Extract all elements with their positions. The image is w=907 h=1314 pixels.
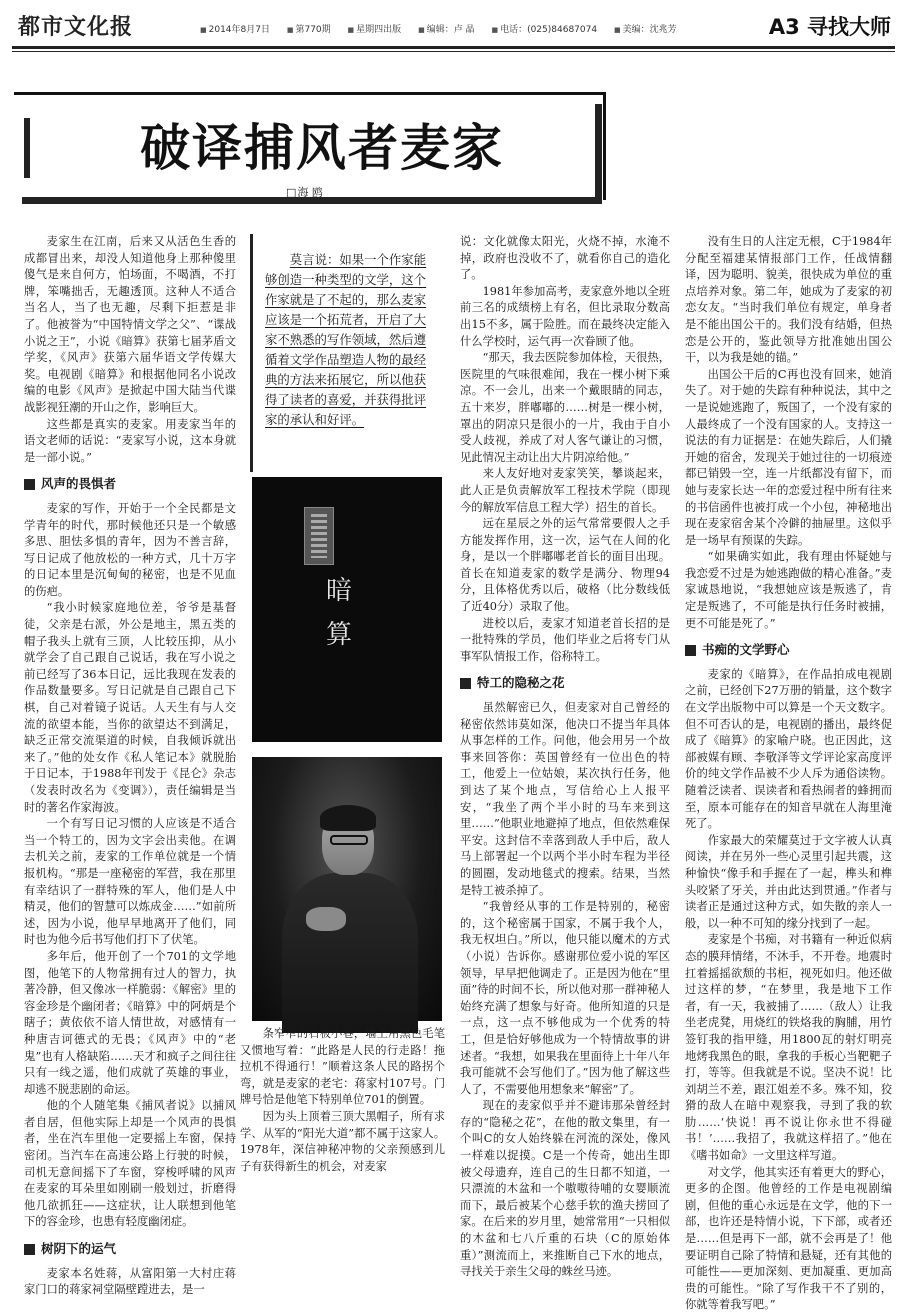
- subheading: [24, 1241, 236, 1258]
- portrait-glasses: [330, 835, 368, 845]
- subhead-marker-icon: [24, 479, 35, 490]
- paragraph: 作家最大的荣耀莫过于文字被人认真阅读，并在另外一些心灵里引起共震，这种愉快“像手和手握在了一起，榫头和榫头咬紧了牙关，并由此达到贯通。”作者与读者正是通过这种方式，如失散的亲人一般，以一种不可知的缘分找到了一起。: [685, 833, 892, 930]
- article-author: □ 海 鸥: [286, 184, 323, 200]
- portrait-hand: [306, 907, 346, 931]
- paragraph: 进校以后，麦家才知道老首长招的是一批特殊的学员，他们毕业之后将专门从事军队情报工作，俗称特工。: [460, 616, 670, 663]
- book-cover-title: 暗算: [325, 576, 352, 650]
- paragraph: 现在的麦家似乎并不避讳那朵曾经封存的“隐秘之花”，在他的散文集里，有一个叫C的女人始终躲在河流的深处，像风一样难以捉摸。C是一个传奇，她出生即被父母遗弃，连自己的生日都不知道，一只漂流的木盆和一个嗷嗷待哺的女婴顺流而下，最后被某个心慈手软的渔夫捞回了家。在后来的岁月里，她常常用“一只相似的木盆和七八斤重的石块（C的原始体重）”测流而上，来推断自己下水的地点，寻找关于亲生父母的蛛丝马迹。: [460, 1099, 670, 1279]
- paragraph: 没有生日的人注定无根，C于1984年分配至福建某情报部门工作，任战情翻译，因为聪明、貌美，很快成为单位的重点培养对象。第二年，她成为了麦家的初恋女友。“当时我们单位有规定，单身者是不能出国公干的。我们没有结婚，但热恋是公开的，鉴此领导方批准她出国公干，以为我是她的锚。”: [685, 235, 892, 365]
- paragraph: “如果确实如此，我有理由怀疑她与我恋爱不过是为她逃跑做的精心准备。”麦家诚恳地说，“我想她应该是叛逃了，肯定是叛逃了，不可能是执行任务时被捕，更不可能是死了。”: [685, 550, 892, 630]
- paragraph: 麦家本名姓蒋，从富阳第一大村庄蒋家门口的蒋家祠堂隔壁蹚进去，是一: [24, 1266, 236, 1297]
- paragraph: 出国公干后的C再也没有回来，她消失了。对于她的失踪有种种说法，其中之一是说她逃跑了，叛国了，一个没有家的人最终成了一个没有国家的人。支持这一说法的有力证据是：在她失踪后，人们撬开她的宿舍，发现关于她过往的一切痕迹都已销毁一空，连一片纸都没有留下，而她与麦家长达一年的恋爱过程中所有往来的书信函件也被打成一个小包，神秘地出现在麦家宿舍某个冷僻的抽屉里。这似乎是一场早有预谋的失踪。: [685, 367, 892, 547]
- paragraph: “我小时候家庭地位差，爷爷是基督徒，父亲是右派，外公是地主，黑五类的帽子我头上就有三顶，人比较压抑，从小就学会了自己跟自己说话，我在写小说之前已经写了36本日记，远比我现在发表的作品数量要多。写日记就是自己跟自己下棋，自己对着镜子说话。人天生有与人交流的欲望本能，当你的欲望达不到满足，缺乏正常交流渠道的时候，自我倾诉就出来了。”他的处女作《私人笔记本》就脱胎于日记本，于1988年刊发于《昆仑》杂志（发表时改名为《变调》），责任编辑是当时的著名作家海波。: [24, 601, 236, 814]
- article-column-4: [685, 234, 892, 1312]
- portrait-hair: [320, 805, 376, 831]
- paragraph: 虽然解密已久，但麦家对自己曾经的秘密依然讳莫如深，他决口不提当年具体从事怎样的工作。问他，他会用另一个故事来回答你：英国曾经有一位出色的特工，他爱上一位姑娘，某次执行任务，他到达了某个地点，写信给心上人报平安，“我坐了两个半小时的马车来到这里……”他职业地避掉了地点，但依然难保平安。这封信不幸落到敌人手中后，敌人马上部署起一个以两个半小时车程为半径的圆圈，发动地毯式的搜索。结果，当然是特工被杀掉了。: [460, 701, 670, 897]
- subheading-text: 风声的畏惧者: [41, 476, 117, 492]
- book-thumbnail-icon: [304, 507, 334, 565]
- title-accent-bar: [24, 118, 30, 178]
- paragraph: 麦家是个书痴，对书籍有一种近似病态的膜拜情绪，不沐手，不开卷。地震时扛着摇摇欲颓的书柜，视死如归。他还做过这样的梦，“在梦里，我是地下工作者，有一天，我被捕了……（敌人）让我坐老虎凳，用烧红的铁烙我的胸脯，用竹签钉我的指甲缝，用1800瓦的射灯明亮地烤我黑色的眼，拿我的手板心当靶靶子打，等等。但我就是不说。坚决不说！比刘胡兰不差，跟江姐差不多。殊不知，狡猾的敌人在暗中观察我，寻到了我的软肋……‘快说！再不说让你永世不得碰书！’……我招了，我就这样招了。”他在《嗜书如命》一文里这样写道。: [685, 933, 892, 1163]
- subheading-text: 树阴下的运气: [41, 1241, 117, 1257]
- pull-quote-text: 莫言说：如果一个作家能够创造一种类型的文学，这个作家就是了不起的，那么麦家应该是一个拓荒者，开启了大家不熟悉的写作领域，然后遵循着文学作品塑造人物的最经典的方法来拓展它，所以他获得了读者的喜爱，并获得批评家的承认和好评。: [265, 252, 427, 427]
- subheading-text: 特工的隐秘之花: [477, 675, 565, 691]
- paragraph: 一个有写日记习惯的人应该是不适合当一个特工的，因为文字会出卖他。在调去机关之前，麦家的工作单位就是一个情报机构。“那是一座秘密的军营，我在那里有幸结识了一群特殊的军人，他们是人中精灵，他们的智慧可以炼成金……”如前所述，因为小说，他早早地离开了他们，同时也为他今后书写他们打下了伏笔。: [24, 817, 236, 947]
- subhead-marker-icon: [685, 645, 696, 656]
- paragraph: 远在星辰之外的运气常常要假人之手方能发挥作用，这一次，运气在人间的化身，是以一个胖嘟嘟老首长的面目出现。首长在知道麦家的数学是满分、物理94分，且体格优秀以后，破格（比分数线低了近40分）录取了他。: [460, 517, 670, 614]
- subhead-marker-icon: [460, 678, 471, 689]
- article-column-2-lower: [240, 1026, 445, 1272]
- issue-date: ■ 2014年8月7日: [200, 25, 270, 35]
- issue-number: ■ 第770期: [287, 25, 331, 35]
- issue-art-editor: ■ 美编：沈兆芳: [614, 25, 677, 35]
- paragraph: “我曾经从事的工作是特别的，秘密的，这个秘密属于国家，不属于我个人，我无权坦白。”所以，他只能以魔术的方式（小说）告诉你。感谢那位爱小说的军区领导，早早把他调走了。正是因为他在“里面”待的时间不长，所以他对那一群神秘人始终充满了想象与好奇。他所知道的只是一点，这一点不够他成为一个优秀的特工，但是恰好够他成为一个特情故事的讲述者。“我想，如果我在里面待上十年八年我可能就不会写他们了。”因为他了解这些人了，不需要他用想象来“解密”了。: [460, 900, 670, 1096]
- pull-quote: [250, 234, 444, 472]
- subhead-marker-icon: [24, 1244, 35, 1255]
- book-cover-image: [252, 477, 442, 742]
- paragraph: 这些都是真实的麦家。用麦家当年的语文老师的话说：“麦家写小说，这本身就是一部小说。”: [24, 417, 236, 464]
- paragraph: 1981年参加高考，麦家意外地以全班前三名的成绩榜上有名，但比录取分数高出15不多，属于险胜。而在最终决定能入什么学校时，运气再一次眷顾了他。: [460, 284, 670, 348]
- paragraph: 来人友好地对麦家笑笑，攀谈起来，此人正是负责解放军工程技术学院（即现今的解放军信息工程大学）招生的首长。: [460, 467, 670, 514]
- author-portrait-image: [252, 757, 442, 1021]
- paragraph: 说：文化就像太阳光，火烧不掉，水淹不掉，政府也没收不了，就看你自己的造化了。: [460, 235, 670, 282]
- subheading-text: 书痴的文学野心: [702, 642, 790, 658]
- article-column-3: [460, 234, 670, 1279]
- paragraph: 对文学，他其实还有着更大的野心，更多的企图。他曾经的工作是电视剧编剧，但他的重心永远是在文学，他的下一部，也许还是特情小说，下下部，或者还是……但是再下一部，就不会再是了！他要证明自己除了特情和悬疑，还有其他的可能性——更加深刻、更加凝重、更加高贵的可能性。“除了写作我干不了别的，你就等着我写吧。”: [685, 1165, 892, 1312]
- issue-phone: ■ 电话：(025)84687074: [491, 25, 597, 35]
- article-title: 破译捕风者麦家: [140, 118, 504, 177]
- portrait-body: [282, 873, 418, 1033]
- subheading: [685, 642, 892, 659]
- issue-meta: [200, 22, 691, 35]
- paragraph: 因为头上顶着三顶大黑帽子，所有求学、从军的“阳光大道”都不属于这家人。1978年，深信神秘冲物的父亲预感到儿子有获得新生的机会，对麦家: [240, 1109, 445, 1173]
- paragraph: 麦家的写作，开始于一个全民都是文学青年的时代，那时候他还只是一个敏感多思、胆怯多惧的青年，因为不善言辞，写日记成了他放松的一种方式，几十万字的日记本里是沉甸甸的秘密，也是不见血的伤疤。: [24, 501, 236, 598]
- masthead: [0, 0, 907, 52]
- issue-editor: ■ 编辑：卢 晶: [418, 25, 475, 35]
- subheading: [460, 675, 670, 692]
- paragraph: “那天，我去医院参加体检，天很热，医院里的气味很难闻，我在一棵小树下乘凉。不一会儿，出来一个戴眼睛的同志，五十来岁，胖嘟嘟的……树是一棵小树，罩出的阴凉只是很小的一片，我由于自小受人歧视，养成了对人客气谦让的习惯，见此情况主动让出大片阴凉给他。”: [460, 351, 670, 464]
- newspaper-logo: 都市文化报: [18, 15, 134, 40]
- paragraph: 多年后，他开创了一个701的文学地图，他笔下的人物常拥有过人的智力，执著冷静，但又像冰一样脆弱：《解密》里的容金珍是个幽闭者；《暗算》中的阿炳是个瞎子；黄依依不谙人情世故，对感情有一种唐吉诃德式的无畏；《风声》中的“老鬼”也有人格缺陷……天才和疯子之间往往只有一线之遥，他们成就了英雄的事业，却逃不脱悲剧的命运。: [24, 949, 236, 1096]
- paragraph: 条窄窄的石板小巷，墙上用黑色毛笔又惯地写着：“此路是人民的行走路！拖拉机不得通行！”顺着这条人民的路拐个弯，就是麦家的老宅：蒋家村107号。门牌号恰是他笔下特别单位701的倒置。: [240, 1027, 445, 1107]
- subheading: [24, 476, 236, 493]
- header-rule: [12, 46, 895, 49]
- paragraph: 他的个人随笔集《捕风者说》以捕风者自居，但他实际上却是一个风声的畏惧者，坐在汽车里他一定要摇上车窗，保持密闭。当汽车在高速公路上行驶的时候，司机无意间摇下了车窗，穿梭呼啸的风声在麦家的耳朵里如刚刷一般划过，折磨得他几欲抓狂——这症状，让人联想到他笔下的容金珍，也患有轻度幽闭症。: [24, 1099, 236, 1229]
- section-title: A3 寻找大师: [768, 15, 891, 39]
- issue-weekday: ■ 星期四出版: [348, 25, 402, 35]
- header-rule-thin: [12, 51, 895, 52]
- article-column-1: [24, 234, 236, 1297]
- paragraph: 麦家生在江南，后来又从活色生香的成都冒出来，却没人知道他身上那种傻里傻气是来自何方，怕场面，不喝酒，不打牌，笨嘴拙舌，无趣透顶。这种人不适合当名人，当了也无趣，尽剩下拒惹是非了。他被誉为“中国特情文学之父”、“谍战小说之王”，小说《暗算》获第七届茅盾文学奖，《风声》获第六届华语文学传媒大奖。电视剧《暗算》和根据他同名小说改编的电影《风声》是掀起中国大陆当代谍战影视狂潮的开山之作，影响巨大。: [24, 235, 236, 414]
- paragraph: 麦家的《暗算》，在作品拍成电视剧之前，已经创下27万册的销量，这个数字在文学出版物中可以算是一个天文数字。但不可否认的是，电视剧的播出，最终促成了《暗算》的家喻户晓。也正因此，这部被媒有顾、李敬泽等文学评论家高度评价的纯文学作品被不少人斥为通俗读物。随着泛读者、误读者和看热闹者的蜂拥而至，原本可能存在的知音早就在人海里淹死了。: [685, 667, 892, 831]
